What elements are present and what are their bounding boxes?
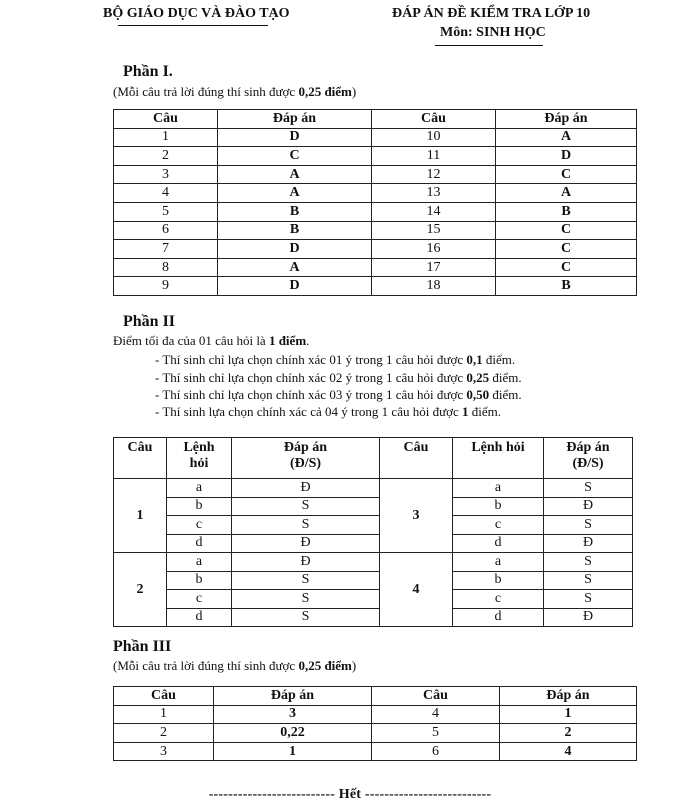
question-number: 15 (372, 221, 496, 240)
statement-letter: c (167, 516, 232, 535)
subject-label: Môn: SINH HỌC (440, 25, 546, 40)
col-header-lenh-hoi: Lệnh hỏi (453, 438, 544, 479)
question-number: 9 (114, 277, 218, 296)
question-number: 3 (114, 742, 214, 761)
answer-cell: A (218, 184, 372, 203)
statement-letter: c (453, 590, 544, 609)
answer-cell: D (218, 128, 372, 147)
scoring-rule: - Thí sinh chỉ lựa chọn chính xác 02 ý trong 1 câu hỏi được 0,25 điểm. (155, 370, 522, 385)
question-number: 1 (114, 479, 167, 553)
question-number: 13 (372, 184, 496, 203)
answer-cell: B (218, 202, 372, 221)
col-header-dap-an: Đáp án (Đ/S) (544, 438, 633, 479)
table-header-row (114, 687, 637, 706)
table-row (114, 147, 637, 166)
question-number: 11 (372, 147, 496, 166)
statement-letter: b (453, 571, 544, 590)
subject-underline (435, 45, 543, 46)
answer-cell: C (496, 221, 637, 240)
question-number: 3 (114, 165, 218, 184)
col-header: Câu (114, 687, 214, 706)
col-header: Đáp án (218, 110, 372, 129)
answer-cell: D (218, 240, 372, 259)
table-row (114, 571, 633, 590)
true-false-answer: S (544, 571, 633, 590)
question-number: 6 (372, 742, 500, 761)
table-row (114, 277, 637, 296)
col-header: Câu (372, 110, 496, 129)
true-false-answer: S (232, 608, 380, 627)
table-row (114, 724, 637, 743)
answer-cell: 2 (500, 724, 637, 743)
statement-letter: a (453, 479, 544, 498)
scoring-rule: - Thí sinh lựa chọn chính xác cả 04 ý trong 1 câu hỏi được 1 điểm. (155, 404, 502, 419)
statement-letter: b (167, 571, 232, 590)
answer-cell: B (218, 221, 372, 240)
true-false-answer: S (544, 553, 633, 572)
answer-cell: B (496, 202, 637, 221)
true-false-answer: Đ (544, 534, 633, 553)
ministry-name: BỘ GIÁO DỤC VÀ ĐÀO TẠO (103, 6, 290, 21)
statement-letter: d (453, 534, 544, 553)
answer-cell: 1 (500, 705, 637, 724)
part1-note: (Mỗi câu trả lời đúng thí sinh được 0,25 điểm) (113, 84, 357, 99)
question-number: 2 (114, 724, 214, 743)
question-number: 1 (114, 128, 218, 147)
col-header-cau: Câu (114, 438, 167, 479)
part2-answer-table (113, 437, 633, 627)
question-number: 2 (114, 147, 218, 166)
table-row (114, 258, 637, 277)
question-number: 4 (380, 553, 453, 627)
question-number: 14 (372, 202, 496, 221)
col-header-cau: Câu (380, 438, 453, 479)
answer-cell: C (496, 240, 637, 259)
table-row (114, 553, 633, 572)
question-number: 2 (114, 553, 167, 627)
statement-letter: b (167, 497, 232, 516)
table-row (114, 128, 637, 147)
part1-title: Phần I. (123, 63, 173, 80)
col-header: Câu (372, 687, 500, 706)
part2-title: Phần II (123, 313, 176, 330)
question-number: 8 (114, 258, 218, 277)
table-header-row (114, 110, 637, 129)
ministry-underline (118, 25, 268, 26)
table-row (114, 165, 637, 184)
question-number: 4 (372, 705, 500, 724)
part1-answer-table (113, 109, 637, 296)
statement-letter: a (453, 553, 544, 572)
question-number: 17 (372, 258, 496, 277)
true-false-answer: S (544, 590, 633, 609)
question-number: 7 (114, 240, 218, 259)
answer-cell: A (218, 258, 372, 277)
question-number: 5 (114, 202, 218, 221)
answer-cell: C (218, 147, 372, 166)
table-row (114, 608, 633, 627)
table-row (114, 534, 633, 553)
statement-letter: d (453, 608, 544, 627)
scoring-rule: - Thí sinh chỉ lựa chọn chính xác 01 ý trong 1 câu hỏi được 0,1 điểm. (155, 352, 516, 367)
question-number: 3 (380, 479, 453, 553)
question-number: 5 (372, 724, 500, 743)
statement-letter: a (167, 479, 232, 498)
true-false-answer: Đ (544, 608, 633, 627)
question-number: 6 (114, 221, 218, 240)
true-false-answer: Đ (232, 534, 380, 553)
answer-cell: D (496, 147, 637, 166)
table-row (114, 516, 633, 535)
scoring-rule: - Thí sinh chỉ lựa chọn chính xác 03 ý trong 1 câu hỏi được 0,50 điểm. (155, 387, 522, 402)
table-header-row (114, 438, 633, 479)
end-marker: -------------------------- Hết -------------------------- (208, 787, 492, 802)
statement-letter: d (167, 534, 232, 553)
statement-letter: d (167, 608, 232, 627)
answer-cell: 4 (500, 742, 637, 761)
true-false-answer: S (232, 516, 380, 535)
true-false-answer: S (544, 516, 633, 535)
table-row (114, 221, 637, 240)
col-header: Câu (114, 110, 218, 129)
table-row (114, 497, 633, 516)
question-number: 12 (372, 165, 496, 184)
true-false-answer: Đ (232, 553, 380, 572)
true-false-answer: S (232, 497, 380, 516)
col-header: Đáp án (214, 687, 372, 706)
part3-title: Phần III (113, 638, 172, 655)
statement-letter: c (167, 590, 232, 609)
question-number: 18 (372, 277, 496, 296)
col-header: Đáp án (496, 110, 637, 129)
answer-cell: A (496, 184, 637, 203)
question-number: 4 (114, 184, 218, 203)
statement-letter: a (167, 553, 232, 572)
col-header-dap-an: Đáp án (Đ/S) (232, 438, 380, 479)
answer-cell: 3 (214, 705, 372, 724)
table-row (114, 590, 633, 609)
col-header: Đáp án (500, 687, 637, 706)
answer-cell: C (496, 165, 637, 184)
statement-letter: b (453, 497, 544, 516)
col-header-lenh-hoi: Lệnh hỏi (167, 438, 232, 479)
true-false-answer: S (232, 571, 380, 590)
table-row (114, 240, 637, 259)
part2-intro: Điểm tối đa của 01 câu hỏi là 1 điểm. (113, 333, 310, 348)
part3-answer-table (113, 686, 637, 761)
true-false-answer: Đ (544, 497, 633, 516)
table-row (114, 742, 637, 761)
document-title: ĐÁP ÁN ĐỀ KIỂM TRA LỚP 10 (392, 6, 591, 21)
answer-cell: A (496, 128, 637, 147)
true-false-answer: S (232, 590, 380, 609)
answer-cell: 1 (214, 742, 372, 761)
table-row (114, 705, 637, 724)
question-number: 10 (372, 128, 496, 147)
question-number: 16 (372, 240, 496, 259)
answer-cell: B (496, 277, 637, 296)
true-false-answer: S (544, 479, 633, 498)
answer-cell: A (218, 165, 372, 184)
true-false-answer: Đ (232, 479, 380, 498)
question-number: 1 (114, 705, 214, 724)
table-row (114, 479, 633, 498)
table-row (114, 184, 637, 203)
answer-cell: 0,22 (214, 724, 372, 743)
table-row (114, 202, 637, 221)
statement-letter: c (453, 516, 544, 535)
answer-cell: D (218, 277, 372, 296)
part3-note: (Mỗi câu trả lời đúng thí sinh được 0,25 điểm) (113, 658, 357, 673)
answer-cell: C (496, 258, 637, 277)
